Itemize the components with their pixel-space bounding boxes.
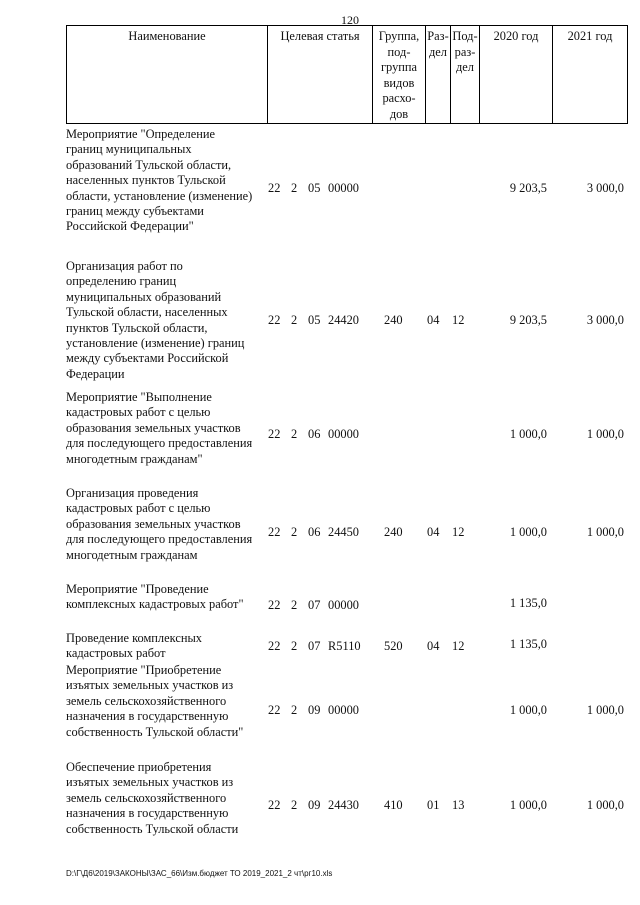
code-subprogram: 2 xyxy=(291,798,298,812)
header-2020: 2020 год xyxy=(480,26,553,124)
amount-2021: 1 000,0 xyxy=(586,798,624,812)
row-name: Мероприятие "Определение границ муниципальных образований Тульской области, населенных пунктов Тульской области, установление (изменение) границ между субъектами Российской Федерации" xyxy=(66,127,253,234)
header-name: Наименование xyxy=(67,26,268,124)
subsection-code: 12 xyxy=(452,313,465,327)
code-event: 07 xyxy=(308,639,321,653)
code-program: 22 xyxy=(268,703,281,717)
code-program: 22 xyxy=(268,313,281,327)
code-program: 22 xyxy=(268,639,281,653)
code-subprogram: 2 xyxy=(291,427,298,441)
subsection-code: 12 xyxy=(452,639,465,653)
section-code: 04 xyxy=(427,525,440,539)
amount-2021: 3 000,0 xyxy=(586,181,624,195)
code-direction: 24430 xyxy=(328,798,359,812)
code-event: 06 xyxy=(308,427,321,441)
header-2021: 2021 год xyxy=(553,26,628,124)
section-code: 04 xyxy=(427,639,440,653)
code-program: 22 xyxy=(268,598,281,612)
code-event: 05 xyxy=(308,181,321,195)
row-name: Обеспечение приобретения изъятых земельных участков из земель сельскохозяйственного назначения в государственную собственность Тульской области xyxy=(66,760,239,836)
code-event: 09 xyxy=(308,703,321,717)
table-header xyxy=(66,25,628,124)
row-name: Организация проведения кадастровых работ с целью образования земельных участков для последующего предоставления многодетным гражданам xyxy=(66,486,253,562)
code-subprogram: 2 xyxy=(291,639,298,653)
amount-2020: 1 135,0 xyxy=(509,596,547,610)
header-target: Целевая статья xyxy=(268,26,373,124)
amount-2020: 9 203,5 xyxy=(509,181,547,195)
amount-2020: 1 000,0 xyxy=(509,525,547,539)
amount-2021: 1 000,0 xyxy=(586,525,624,539)
code-program: 22 xyxy=(268,181,281,195)
code-program: 22 xyxy=(268,427,281,441)
code-subprogram: 2 xyxy=(291,703,298,717)
subsection-code: 12 xyxy=(452,525,465,539)
file-path-footer: D:\Г\Д6\2019\ЗАКОНЫ\ЗАС_66\Изм.бюджет ТО 2019_2021_2 чт\рг10.xls xyxy=(66,869,333,878)
group-code: 240 xyxy=(384,525,403,539)
amount-2020: 1 000,0 xyxy=(509,703,547,717)
code-program: 22 xyxy=(268,798,281,812)
group-code: 520 xyxy=(384,639,403,653)
amount-2020: 9 203,5 xyxy=(509,313,547,327)
code-direction: 00000 xyxy=(328,598,359,612)
code-subprogram: 2 xyxy=(291,181,298,195)
group-code: 240 xyxy=(384,313,403,327)
row-name: Мероприятие "Выполнение кадастровых работ с целью образования земельных участков для последующего предоставления многодетным гражданам" xyxy=(66,390,253,466)
code-direction: 00000 xyxy=(328,181,359,195)
code-event: 05 xyxy=(308,313,321,327)
amount-2020: 1 000,0 xyxy=(509,427,547,441)
code-subprogram: 2 xyxy=(291,598,298,612)
code-direction: R5110 xyxy=(328,639,361,653)
row-name: Мероприятие "Приобретение изъятых земельных участков из земель сельскохозяйственного назначения в государственную собственность Тульской области" xyxy=(66,663,244,739)
header-group: Группа, под- группа видов расхо- дов xyxy=(373,26,426,124)
section-code: 04 xyxy=(427,313,440,327)
group-code: 410 xyxy=(384,798,403,812)
code-subprogram: 2 xyxy=(291,525,298,539)
header-subsection: Под- раз- дел xyxy=(451,26,480,124)
amount-2020: 1 135,0 xyxy=(509,637,547,651)
page-number: 120 xyxy=(341,13,359,27)
code-event: 07 xyxy=(308,598,321,612)
code-direction: 00000 xyxy=(328,703,359,717)
row-name: Мероприятие "Проведение комплексных кадастровых работ" xyxy=(66,582,244,612)
code-direction: 00000 xyxy=(328,427,359,441)
amount-2021: 1 000,0 xyxy=(586,703,624,717)
header-section: Раз- дел xyxy=(426,26,451,124)
subsection-code: 13 xyxy=(452,798,465,812)
amount-2020: 1 000,0 xyxy=(509,798,547,812)
amount-2021: 3 000,0 xyxy=(586,313,624,327)
code-program: 22 xyxy=(268,525,281,539)
code-event: 06 xyxy=(308,525,321,539)
section-code: 01 xyxy=(427,798,440,812)
row-name: Организация работ по определению границ муниципальных образований Тульской области, населенных пунктов Тульской области, установление (изменение) границ между субъектами Российской Федерации xyxy=(66,259,245,381)
amount-2021: 1 000,0 xyxy=(586,427,624,441)
code-direction: 24450 xyxy=(328,525,359,539)
code-event: 09 xyxy=(308,798,321,812)
code-subprogram: 2 xyxy=(291,313,298,327)
code-direction: 24420 xyxy=(328,313,359,327)
row-name: Проведение комплексных кадастровых работ xyxy=(66,631,202,661)
